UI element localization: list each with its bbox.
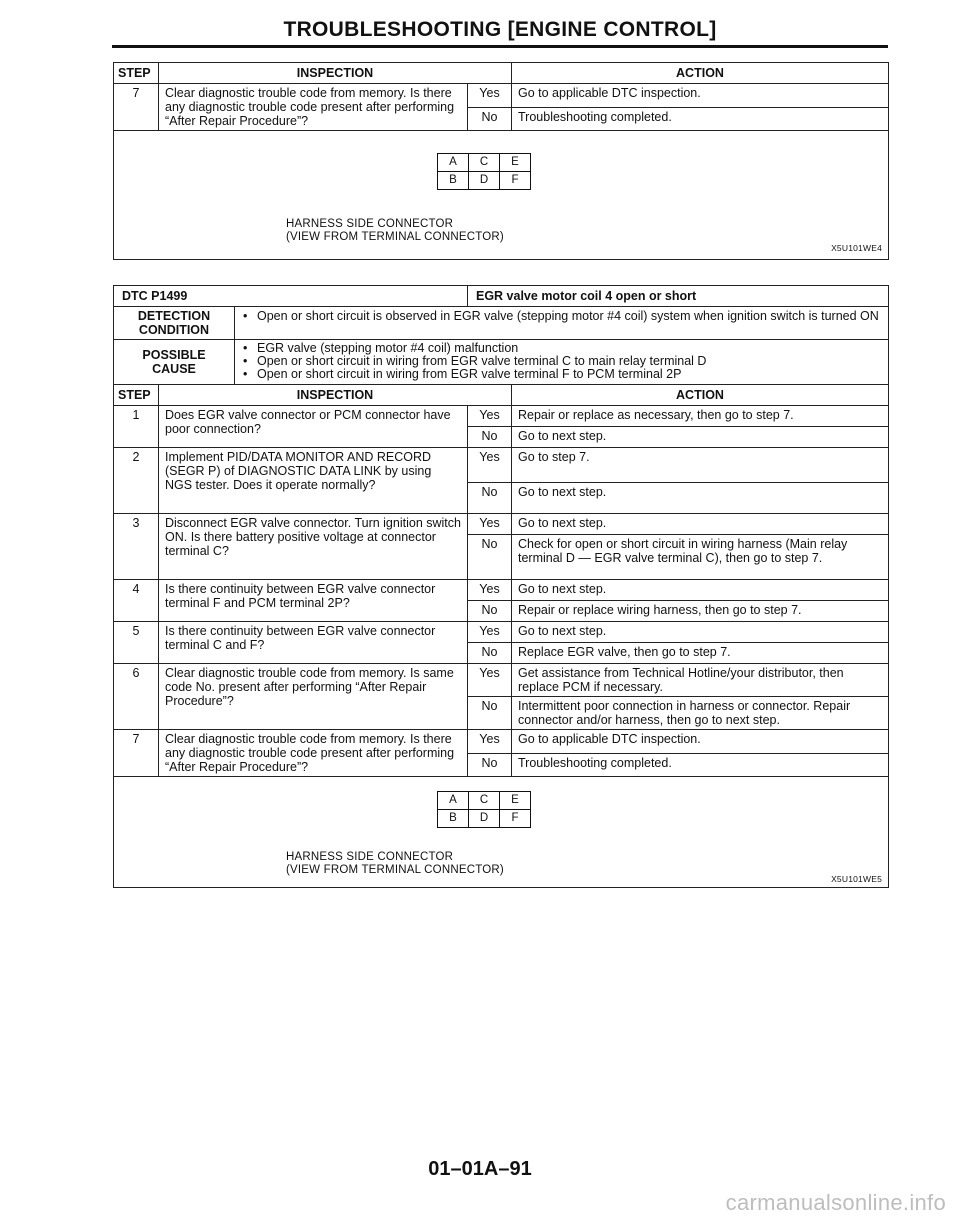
table-row bbox=[114, 84, 889, 108]
top-table-header bbox=[114, 63, 889, 84]
step-number: 2 bbox=[114, 448, 159, 514]
dtc-p1499-table bbox=[113, 285, 889, 888]
inspection-text: Clear diagnostic trouble code from memory. Is there any diagnostic trouble code present after performing “After Repair Procedure”? bbox=[159, 84, 468, 131]
action-text: Go to next step. bbox=[512, 483, 889, 514]
step-header: STEP bbox=[114, 385, 159, 406]
answer-yes: Yes bbox=[468, 514, 512, 535]
answer-no: No bbox=[468, 753, 512, 777]
dtc-table-header bbox=[114, 385, 889, 406]
diagram-row bbox=[114, 777, 889, 888]
possible-cause-label bbox=[114, 340, 235, 385]
action-text: Go to next step. bbox=[512, 622, 889, 643]
action-text: Replace EGR valve, then go to step 7. bbox=[512, 643, 889, 664]
action-text: Go to next step. bbox=[512, 427, 889, 448]
detection-condition-label bbox=[114, 307, 235, 340]
inspection-text: Disconnect EGR valve connector. Turn ignition switch ON. Is there battery positive voltage at connector terminal C? bbox=[159, 514, 468, 580]
step-number: 5 bbox=[114, 622, 159, 664]
answer-yes: Yes bbox=[468, 580, 512, 601]
pin-a: A bbox=[438, 792, 469, 810]
connector-diagram bbox=[114, 131, 889, 260]
action-text: Go to step 7. bbox=[512, 448, 889, 483]
answer-no: No bbox=[468, 427, 512, 448]
step-number: 6 bbox=[114, 664, 159, 730]
table-row bbox=[114, 730, 889, 754]
action-header: ACTION bbox=[512, 63, 889, 84]
step-number: 7 bbox=[114, 730, 159, 777]
action-text: Check for open or short circuit in wiring harness (Main relay terminal D — EGR valve terminal C), then go to step 7. bbox=[512, 535, 889, 580]
action-header: ACTION bbox=[512, 385, 889, 406]
step-number: 3 bbox=[114, 514, 159, 580]
action-text: Go to applicable DTC inspection. bbox=[512, 730, 889, 754]
figure-code: X5U101WE4 bbox=[831, 243, 882, 253]
pin-f: F bbox=[500, 810, 531, 828]
cause-item: • Open or short circuit in wiring from EGR valve terminal C to main relay terminal D bbox=[241, 355, 882, 368]
pin-c: C bbox=[469, 792, 500, 810]
connector-caption-line1: HARNESS SIDE CONNECTOR bbox=[286, 218, 454, 230]
detection-condition-row bbox=[114, 307, 889, 340]
pin-d: D bbox=[469, 810, 500, 828]
action-text: Go to applicable DTC inspection. bbox=[512, 84, 889, 108]
detection-condition-content bbox=[235, 307, 889, 340]
inspection-text: Is there continuity between EGR valve connector terminal F and PCM terminal 2P? bbox=[159, 580, 468, 622]
dtc-description: EGR valve motor coil 4 open or short bbox=[468, 286, 889, 307]
step-number: 1 bbox=[114, 406, 159, 448]
answer-yes: Yes bbox=[468, 730, 512, 754]
table-row bbox=[114, 580, 889, 601]
inspection-text: Clear diagnostic trouble code from memory. Is same code No. present after performing “After Repair Procedure”? bbox=[159, 664, 468, 730]
inspection-text: Is there continuity between EGR valve connector terminal C and F? bbox=[159, 622, 468, 664]
answer-yes: Yes bbox=[468, 84, 512, 108]
inspection-header: INSPECTION bbox=[159, 63, 512, 84]
cause-label-line2: CAUSE bbox=[152, 362, 196, 376]
action-text: Go to next step. bbox=[512, 514, 889, 535]
step-number: 7 bbox=[114, 84, 159, 131]
diagram-row bbox=[114, 131, 889, 260]
action-text: Intermittent poor connection in harness or connector. Repair connector and/or harness, then go to next step. bbox=[512, 697, 889, 730]
cause-label-line1: POSSIBLE bbox=[142, 348, 206, 362]
action-text: Repair or replace wiring harness, then go to step 7. bbox=[512, 601, 889, 622]
title-rule bbox=[112, 45, 888, 48]
pin-f: F bbox=[500, 172, 531, 190]
page-title: TROUBLESHOOTING [ENGINE CONTROL] bbox=[283, 18, 717, 41]
table-row bbox=[114, 622, 889, 643]
inspection-text: Clear diagnostic trouble code from memory. Is there any diagnostic trouble code present after performing “After Repair Procedure”? bbox=[159, 730, 468, 777]
connector-caption-line1: HARNESS SIDE CONNECTOR bbox=[286, 851, 454, 863]
table-row bbox=[114, 406, 889, 427]
answer-yes: Yes bbox=[468, 406, 512, 427]
answer-no: No bbox=[468, 601, 512, 622]
answer-yes: Yes bbox=[468, 448, 512, 483]
pin-b: B bbox=[438, 172, 469, 190]
inspection-header: INSPECTION bbox=[159, 385, 512, 406]
table-row bbox=[114, 448, 889, 483]
table-row bbox=[114, 514, 889, 535]
answer-no: No bbox=[468, 697, 512, 730]
action-text: Troubleshooting completed. bbox=[512, 107, 889, 131]
pin-c: C bbox=[469, 154, 500, 172]
top-troubleshooting-table bbox=[113, 62, 889, 260]
action-text: Get assistance from Technical Hotline/your distributor, then replace PCM if necessary. bbox=[512, 664, 889, 697]
action-text: Go to next step. bbox=[512, 580, 889, 601]
answer-yes: Yes bbox=[468, 622, 512, 643]
step-header: STEP bbox=[114, 63, 159, 84]
inspection-text: Does EGR valve connector or PCM connector have poor connection? bbox=[159, 406, 468, 448]
answer-yes: Yes bbox=[468, 664, 512, 697]
answer-no: No bbox=[468, 483, 512, 514]
possible-cause-content bbox=[235, 340, 889, 385]
connector-pin-grid bbox=[437, 153, 531, 190]
page-number: 01–01A–91 bbox=[428, 1158, 532, 1180]
inspection-text: Implement PID/DATA MONITOR AND RECORD (SEGR P) of DIAGNOSTIC DATA LINK by using NGS tester. Does it operate normally? bbox=[159, 448, 468, 514]
answer-no: No bbox=[468, 643, 512, 664]
connector-diagram bbox=[114, 777, 889, 888]
dtc-code: DTC P1499 bbox=[114, 286, 468, 307]
step-number: 4 bbox=[114, 580, 159, 622]
pin-b: B bbox=[438, 810, 469, 828]
connector-caption-line2: (VIEW FROM TERMINAL CONNECTOR) bbox=[286, 864, 504, 876]
cause-item: • EGR valve (stepping motor #4 coil) malfunction bbox=[241, 342, 882, 355]
dtc-title-row bbox=[114, 286, 889, 307]
pin-e: E bbox=[500, 792, 531, 810]
connector-caption-line2: (VIEW FROM TERMINAL CONNECTOR) bbox=[286, 231, 504, 243]
figure-code: X5U101WE5 bbox=[831, 874, 882, 884]
action-text: Troubleshooting completed. bbox=[512, 753, 889, 777]
pin-d: D bbox=[469, 172, 500, 190]
pin-e: E bbox=[500, 154, 531, 172]
answer-no: No bbox=[468, 535, 512, 580]
pin-a: A bbox=[438, 154, 469, 172]
table-row bbox=[114, 664, 889, 697]
possible-cause-row bbox=[114, 340, 889, 385]
cause-item: • Open or short circuit in wiring from EGR valve terminal F to PCM terminal 2P bbox=[241, 368, 882, 381]
action-text: Repair or replace as necessary, then go to step 7. bbox=[512, 406, 889, 427]
detection-label-line2: CONDITION bbox=[138, 323, 210, 337]
detection-item: • Open or short circuit is observed in EGR valve (stepping motor #4 coil) system when ignition switch is turned ON bbox=[241, 309, 882, 323]
detection-label-line1: DETECTION bbox=[137, 309, 211, 323]
answer-no: No bbox=[468, 107, 512, 131]
connector-pin-grid bbox=[437, 791, 531, 828]
watermark: carmanualsonline.info bbox=[725, 1190, 946, 1215]
